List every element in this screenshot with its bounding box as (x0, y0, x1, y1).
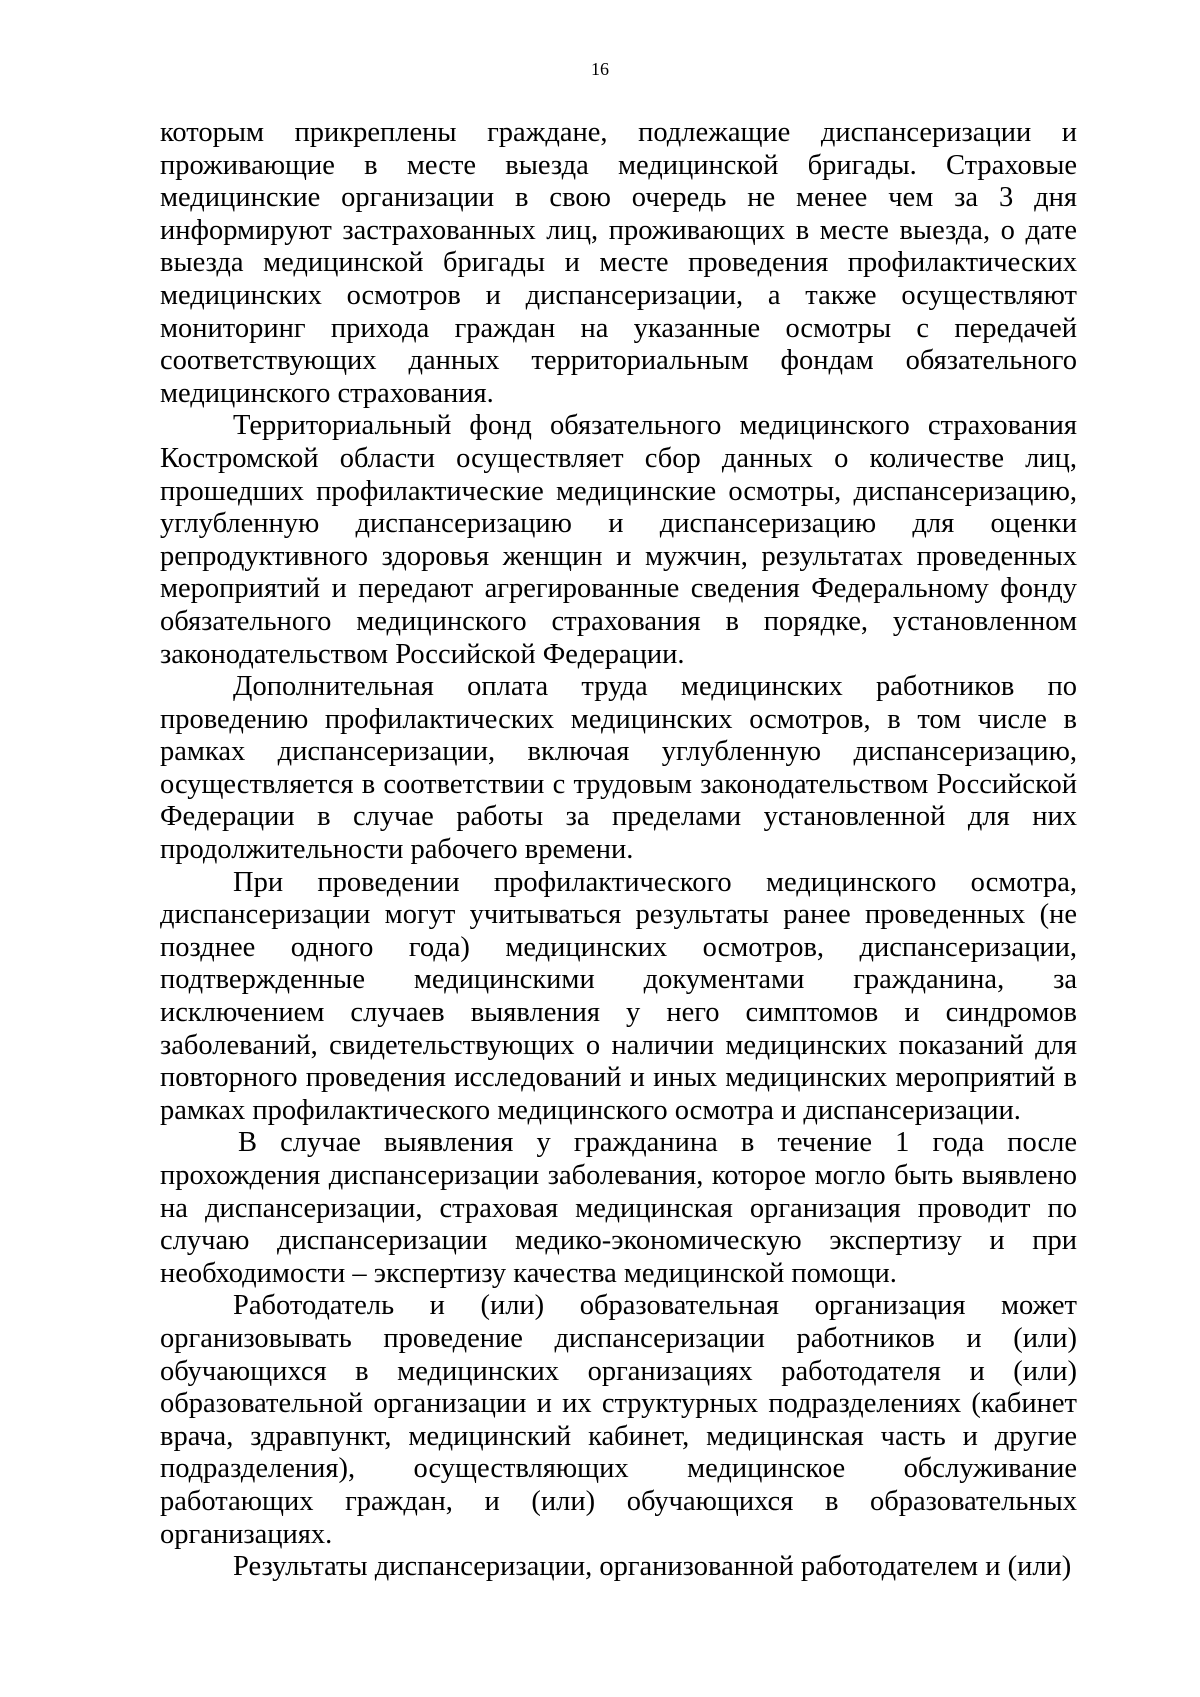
paragraph-expertise: В случае выявления у гражданина в течение 1 года после прохождения диспансеризации заболевания, которое могло быть выявлено на диспансеризации, страховая медицинская организация проводит по случаю диспансеризации медико-экономическую экспертизу и при необходимости – экспертизу качества медицинской помощи. (160, 1127, 1077, 1289)
page-number: 16 (591, 59, 609, 79)
paragraph-prior-results: При проведении профилактического медицинского осмотра, диспансеризации могут учитываться результаты ранее проведенных (не позднее одного года) медицинских осмотров, диспансеризации, подтвержденные медицинскими документами гражданина, за исключением случаев выявления у него симптомов и синдромов заболеваний, свидетельствующих о наличии медицинских показаний для повторного проведения исследований и иных медицинских мероприятий в рамках профилактического медицинского осмотра и диспансеризации. (160, 866, 1077, 1126)
paragraph-results: Результаты диспансеризации, организованной работодателем и (или) (233, 1551, 1072, 1583)
paragraph-tfoms: Территориальный фонд обязательного медицинского страхования Костромской области осуществляет сбор данных о количестве лиц, прошедших профилактические медицинские осмотры, диспансеризацию, углубленную диспансеризацию и диспансеризацию для оценки репродуктивного здоровья женщин и мужчин, результатах проведенных мероприятий и передают агрегированные сведения Федеральному фонду обязательного медицинского страхования в порядке, установленном законодательством Российской Федерации. (160, 410, 1077, 670)
paragraph-employer: Работодатель и (или) образовательная организация может организовывать проведение диспансеризации работников и (или) обучающихся в медицинских организациях работодателя и (или) образовательной организации и их структурных подразделениях (кабинет врача, здравпункт, медицинский кабинет, медицинская часть и другие подразделения), осуществляющих медицинское обслуживание работающих граждан, и (или) обучающихся в образовательных организациях. (160, 1290, 1077, 1550)
document-body (160, 117, 1077, 1584)
paragraph-continuation: которым прикреплены граждане, подлежащие диспансеризации и проживающие в месте выезда медицинской бригады. Страховые медицинские организации в свою очередь не менее чем за 3 дня информируют застрахованных лиц, проживающих в месте выезда, о дате выезда медицинской бригады и месте проведения профилактических медицинских осмотров и диспансеризации, а также осуществляют мониторинг прихода граждан на указанные осмотры с передачей соответствующих данных территориальным фондам обязательного медицинского страхования. (160, 117, 1077, 409)
paragraph-additional-pay: Дополнительная оплата труда медицинских работников по проведению профилактических медицинских осмотров, в том числе в рамках диспансеризации, включая углубленную диспансеризацию, осуществляется в соответствии с трудовым законодательством Российской Федерации в случае работы за пределами установленной для них продолжительности рабочего времени. (160, 671, 1077, 866)
